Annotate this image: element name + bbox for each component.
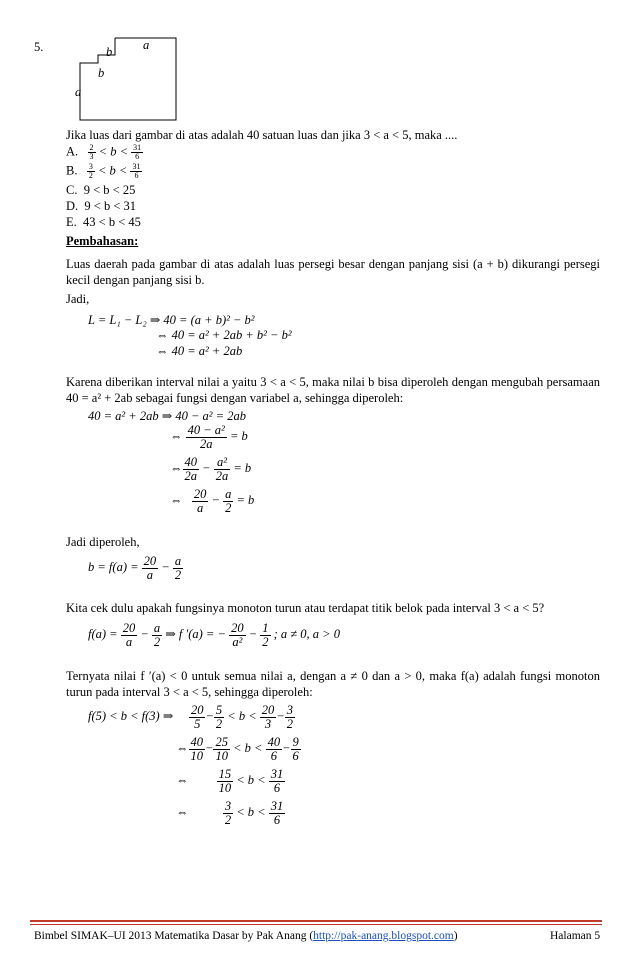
fraction: $\frac{31}{6}$ [132,162,141,180]
fraction: $\frac{20}{a}$ [143,554,157,582]
jadi-label: Jadi, [66,292,90,306]
equation-line: L = L₁ − L₂ ⇒ 40 = (a + b)² − b² [88,313,255,327]
paragraph-3: Kita cek dulu apakah fungsinya monoton turun atau terdapat titik belok pada interval 3 < a < 5? [66,601,545,615]
fraction: $\frac{a}{2}$ [225,487,232,515]
figure-shape [70,35,190,125]
fraction: $\frac{20}{a}$ [193,487,207,515]
fraction: $\frac{31}{6}$ [270,799,284,827]
paragraph-2: Karena diberikan interval nilai a yaitu 3 < a < 5, maka nilai b bisa diperoleh dengan mengubah persamaan 40 = a² + 2ab sebagai fungsi dengan variabel a, sehingga diperoleh: [66,375,600,405]
equation-line: ⇔ $\frac{20}{a}$ − $\frac{a}{2}$ = b [170,487,255,515]
fraction: $\frac{\text{40 − a²}}{2a}$ [187,423,225,451]
option-e: E. 43 < b < 45 [66,215,141,229]
fraction: $\frac{40}{2a}$ [184,455,197,483]
fraction: $\frac{3}{2}$ [88,162,93,180]
fraction: $\frac{3}{2}$ [286,703,293,731]
equation-line: ⇔ $\frac{3}{2}$ < b < $\frac{31}{6}$ [176,799,284,827]
fraction: $\frac{20}{\text{a²}}$ [231,621,244,649]
fraction: $\frac{3}{2}$ [224,799,232,827]
figure-label-a-left: a [75,85,82,99]
figure-label-a-top: a [143,38,150,52]
footer-divider-thin [30,924,602,925]
equation-line: f(5) < b < f(3) ⇒ $\frac{20}{5}$ − $\frac{5}{2}$ < b < $\frac{20}{3}$ − $\frac{3}{2}$ [88,703,293,731]
equation-line: ⇔ 40 = a² + 2ab [156,344,243,358]
fraction: $\frac{1}{2}$ [262,621,269,649]
option-d: D. 9 < b < 31 [66,199,137,213]
fraction: $\frac{25}{10}$ [215,735,228,763]
fraction: $\frac{15}{10}$ [218,767,232,795]
fraction: $\frac{5}{2}$ [215,703,223,731]
equation-line: ⇔ $\frac{\text{40 − a²}}{2a}$ = b [170,423,248,451]
footer-divider [30,920,602,922]
figure-label-b-inner: b [98,66,105,80]
fraction: $\frac{20}{5}$ [190,703,204,731]
fraction: $\frac{a}{2}$ [174,554,182,582]
question-text: Jika luas dari gambar di atas adalah 40 satuan luas dan jika 3 < a < 5, maka .... [66,128,458,142]
equation-line: ⇔ $\frac{40}{2a}$ − $\frac{\text{a²}}{2a}$ = b [170,455,252,483]
option-a: A. $\frac{2}{3}$ < b < $\frac{31}{6}$ [66,143,142,161]
fraction: $\frac{31}{6}$ [133,143,142,161]
fraction: $\frac{9}{6}$ [292,735,299,763]
footer-link[interactable]: http://pak-anang.blogspot.com [313,930,454,942]
figure-label-b-top: b [106,45,113,59]
equation-line: ⇔ 40 = a² + 2ab + b² − b² [156,328,292,342]
paragraph-1: Luas daerah pada gambar di atas adalah luas persegi besar dengan panjang sisi (a + b) dikurangi persegi kecil dengan panjang sisi b. [66,257,600,287]
fraction: $\frac{20}{3}$ [261,703,275,731]
option-letter: B. [66,163,78,178]
fraction: $\frac{a}{2}$ [153,621,161,649]
equation-line: b = f(a) = $\frac{20}{a}$ − $\frac{a}{2}$ [88,554,182,582]
footer-left: Bimbel SIMAK–UI 2013 Matematika Dasar by Pak Anang (http://pak-anang.blogspot.com) [34,930,458,942]
equation-line: ⇔ $\frac{15}{10}$ < b < $\frac{31}{6}$ [176,767,284,795]
jadi-label: Jadi diperoleh, [66,535,140,549]
option-b: B. $\frac{3}{2}$ < b < $\frac{31}{6}$ [66,162,141,180]
fraction: $\frac{20}{a}$ [122,621,136,649]
paragraph-4: Ternyata nilai f ′(a) < 0 untuk semua nilai a, dengan a ≠ 0 dan a > 0, maka f(a) adalah fungsi monoton turun pada interval 3 < a < 5, sehingga diperoleh: [66,669,600,699]
equation-line: f(a) = $\frac{20}{a}$ − $\frac{a}{2}$ ⇒ f ′(a) = − $\frac{20}{\text{a²}}$ − $\frac{1}{2}$ ; a ≠ 0, a > 0 [88,621,340,649]
fraction: $\frac{31}{6}$ [270,767,284,795]
section-heading: Pembahasan: [66,234,139,248]
fraction: $\frac{2}{3}$ [89,143,94,161]
fraction: $\frac{40}{10}$ [190,735,203,763]
page-number: Halaman 5 [550,930,601,942]
option-letter: A. [66,144,79,159]
fraction: $\frac{40}{6}$ [267,735,281,763]
question-number: 5. [34,40,44,54]
equation-line: 40 = a² + 2ab ⇒ 40 − a² = 2ab [88,409,246,423]
option-c: C. 9 < b < 25 [66,183,136,197]
equation-line: ⇔ $\frac{40}{10}$ − $\frac{25}{10}$ < b < $\frac{40}{6}$ − $\frac{9}{6}$ [176,735,299,763]
fraction: $\frac{\text{a²}}{2a}$ [215,455,229,483]
